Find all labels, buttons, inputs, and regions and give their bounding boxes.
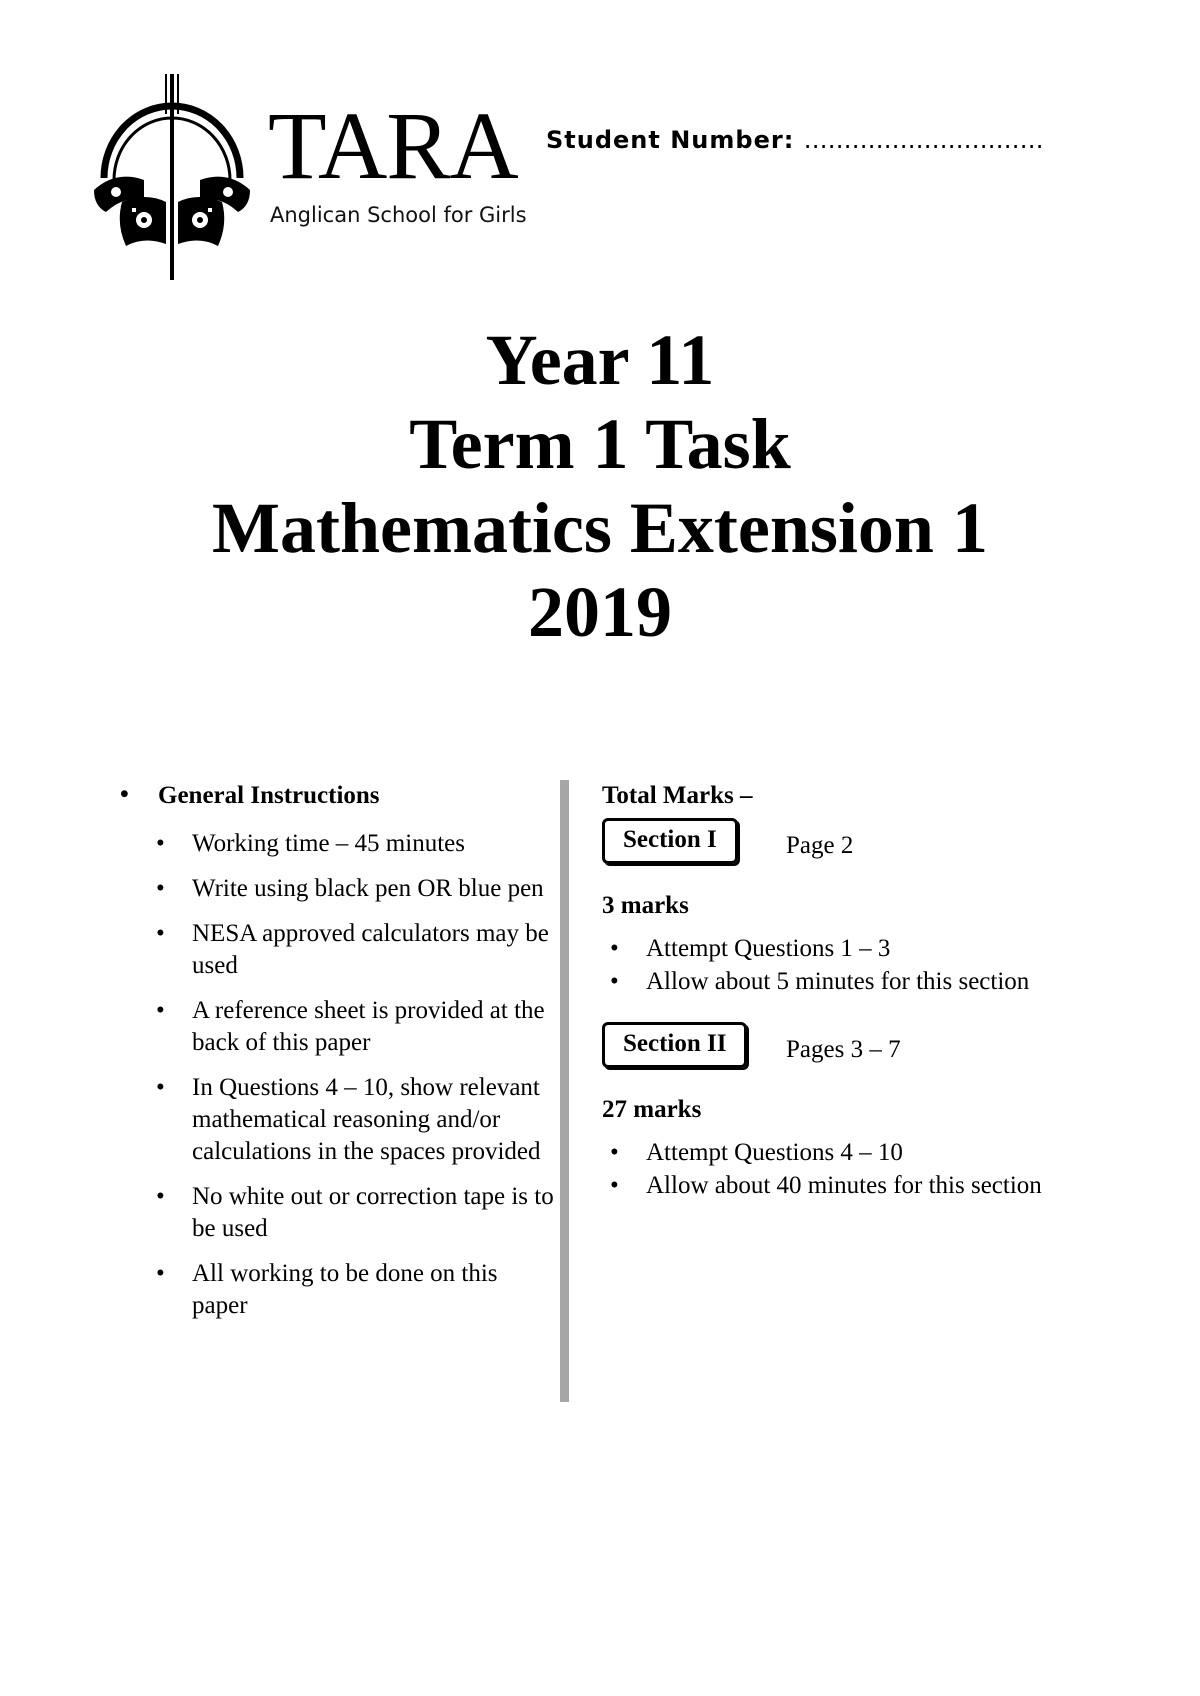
section-2-notes	[602, 1136, 1162, 1202]
section-2-header	[602, 1022, 1162, 1076]
bullet-icon: •	[156, 920, 165, 947]
school-subtitle: Anglican School for Girls	[270, 203, 527, 227]
section-2-marks: 27 marks	[602, 1096, 702, 1123]
bullet-icon: •	[156, 1074, 165, 1101]
list-item: • No white out or correction tape is to be used	[156, 1183, 554, 1242]
section-1-header	[602, 818, 1162, 872]
column-divider	[560, 780, 569, 1402]
exam-title	[0, 318, 1200, 654]
list-item: • Allow about 40 minutes for this section	[602, 1169, 1162, 1202]
student-number-label: Student Number:	[546, 126, 795, 154]
title-term: Term 1 Task	[409, 404, 791, 484]
list-item: • NESA approved calculators may be used	[156, 920, 549, 979]
total-marks-panel	[602, 782, 1162, 1202]
list-item: • Write using black pen OR blue pen	[118, 873, 558, 905]
general-instructions-heading: • General Instructions	[120, 781, 380, 809]
student-number-blank: …………………………	[803, 126, 1044, 154]
section-1-pages: Page 2	[786, 832, 854, 859]
total-marks-label: Total Marks –	[602, 782, 753, 809]
bullet-icon: •	[156, 875, 165, 902]
section-1-notes	[602, 932, 1162, 998]
list-item: • Working time – 45 minutes	[118, 828, 558, 860]
bullet-icon: •	[156, 1183, 165, 1210]
bullet-icon: •	[156, 997, 165, 1024]
bullet-icon: •	[156, 830, 165, 857]
section-2-pages: Pages 3 – 7	[786, 1036, 901, 1063]
general-instructions	[118, 782, 558, 1335]
list-item: • Attempt Questions 4 – 10	[602, 1136, 1162, 1169]
list-item: • Allow about 5 minutes for this section	[602, 965, 1162, 998]
list-item: • In Questions 4 – 10, show relevant mathematical reasoning and/or calculations in the spaces provided	[156, 1074, 541, 1165]
bullet-icon: •	[610, 968, 619, 995]
school-name: TARA	[268, 92, 518, 199]
bullet-icon: •	[610, 1139, 619, 1166]
title-subject: Mathematics Extension 1	[212, 488, 988, 568]
school-logo-emblem	[86, 68, 258, 282]
list-item: • All working to be done on this paper	[156, 1260, 498, 1319]
section-2-box: Section II	[602, 1022, 747, 1068]
bullet-icon: •	[120, 781, 129, 808]
bullet-icon: •	[156, 1260, 165, 1287]
bullet-icon: •	[610, 935, 619, 962]
title-year: Year 11	[485, 320, 715, 400]
list-item: • A reference sheet is provided at the back of this paper	[156, 997, 545, 1056]
list-item: • Attempt Questions 1 – 3	[602, 932, 1162, 965]
section-1-box: Section I	[602, 818, 738, 864]
instructions-list	[118, 828, 558, 1322]
section-1-marks: 3 marks	[602, 892, 689, 919]
title-exam-year: 2019	[528, 572, 672, 652]
bullet-icon: •	[610, 1172, 619, 1199]
student-number-field	[546, 126, 1044, 154]
